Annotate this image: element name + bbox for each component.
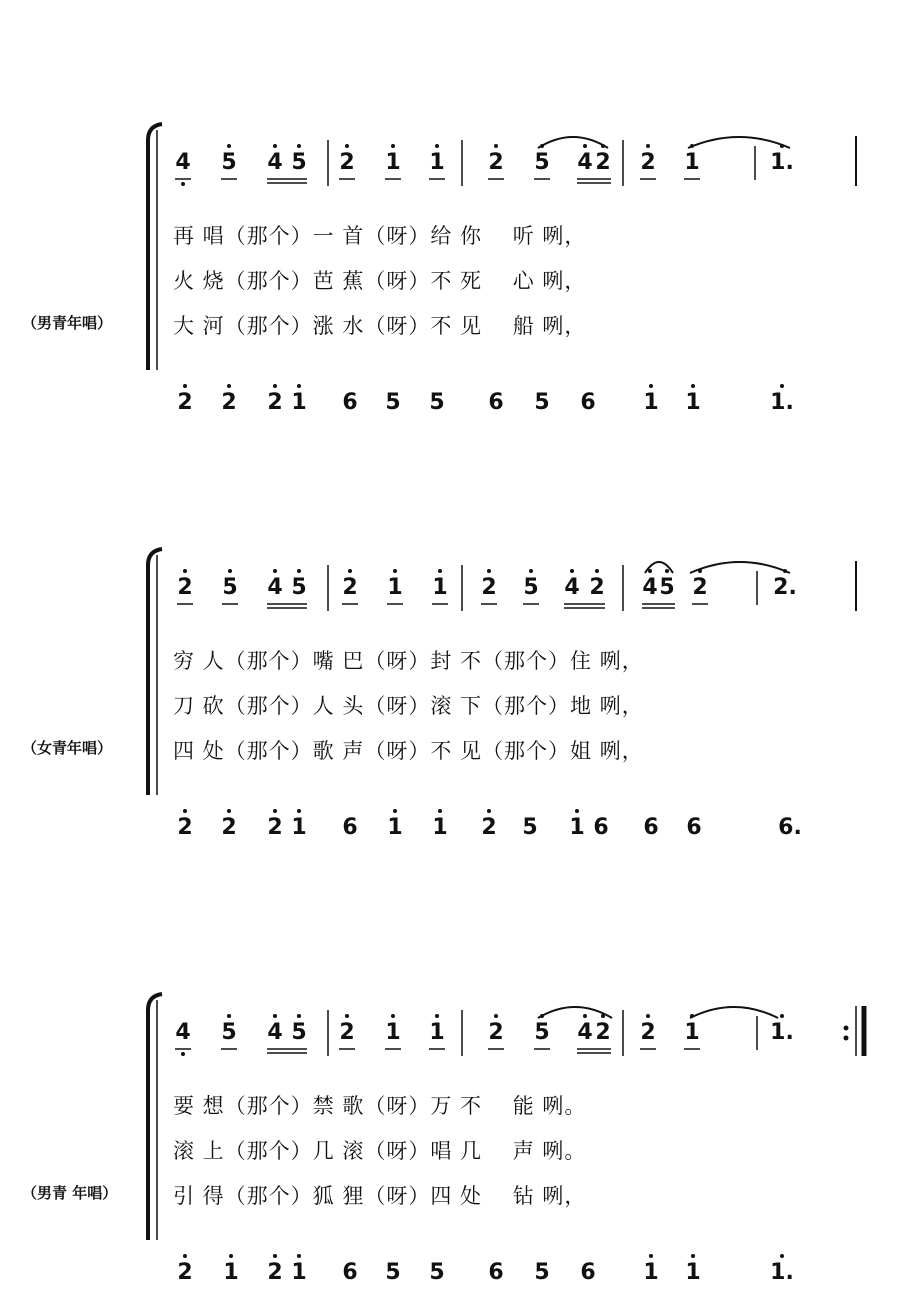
- jianpu-note: 1: [685, 390, 701, 415]
- octave-dot-above: [297, 1254, 301, 1258]
- jianpu-note: 5: [221, 1020, 237, 1045]
- jianpu-note: 2.: [773, 575, 797, 600]
- octave-dot-above: [273, 144, 277, 148]
- octave-dot-above: [348, 569, 352, 573]
- lyric-line: 引 得（那个）狐 狸（呀）四 处 钻 咧，: [173, 1184, 587, 1208]
- octave-dot-above: [601, 1014, 605, 1018]
- octave-dot-above: [690, 1014, 694, 1018]
- jianpu-note: 4: [564, 575, 580, 600]
- octave-dot-above: [228, 569, 232, 573]
- octave-dot-above: [297, 1014, 301, 1018]
- octave-dot-above: [227, 1014, 231, 1018]
- octave-dot-above: [391, 1014, 395, 1018]
- jianpu-note: 2: [640, 1020, 656, 1045]
- jianpu-note: 1: [291, 1260, 307, 1285]
- octave-dot-above: [649, 1254, 653, 1258]
- part-label: （女青年唱）: [22, 739, 113, 757]
- octave-dot-above: [780, 384, 784, 388]
- jianpu-note: 2: [267, 390, 283, 415]
- octave-dot-above: [183, 384, 187, 388]
- lyric-line: 穷 人（那个）嘴 巴（呀）封 不（那个）住 咧，: [173, 649, 644, 673]
- jianpu-note: 5: [534, 1020, 550, 1045]
- jianpu-note: 4: [577, 150, 593, 175]
- jianpu-note: 2: [177, 1260, 193, 1285]
- jianpu-note: 2: [488, 150, 504, 175]
- slur: [688, 137, 790, 148]
- jianpu-note: 1.: [770, 1020, 794, 1045]
- octave-dot-above: [297, 144, 301, 148]
- octave-dot-below: [181, 182, 185, 186]
- octave-dot-above: [570, 569, 574, 573]
- jianpu-note: 4: [175, 1020, 191, 1045]
- jianpu-note: 6: [342, 390, 358, 415]
- jianpu-note: 1: [429, 1020, 445, 1045]
- octave-dot-above: [273, 1014, 277, 1018]
- octave-dot-above: [297, 569, 301, 573]
- repeat-dot: [844, 1026, 849, 1031]
- octave-dot-above: [391, 144, 395, 148]
- jianpu-note: 2: [177, 815, 193, 840]
- jianpu-note: 5: [523, 575, 539, 600]
- jianpu-note: 4: [175, 150, 191, 175]
- octave-dot-above: [494, 1014, 498, 1018]
- jianpu-note: 5: [534, 1260, 550, 1285]
- octave-dot-above: [780, 1014, 784, 1018]
- jianpu-note: 5: [534, 150, 550, 175]
- jianpu-note: 6: [580, 1260, 596, 1285]
- octave-dot-above: [691, 384, 695, 388]
- jianpu-note: 2: [221, 815, 237, 840]
- octave-dot-above: [273, 1254, 277, 1258]
- octave-dot-above: [183, 809, 187, 813]
- lyric-line: 火 烧（那个）芭 蕉（呀）不 死 心 咧，: [173, 269, 587, 293]
- octave-dot-above: [690, 144, 694, 148]
- lyric-line: 再 唱（那个）一 首（呀）给 你 听 咧，: [173, 224, 587, 248]
- jianpu-note: 4: [267, 1020, 283, 1045]
- jianpu-note: 2: [640, 150, 656, 175]
- score-system: [0, 60, 900, 415]
- octave-dot-above: [665, 569, 669, 573]
- jianpu-note: 1: [569, 815, 585, 840]
- octave-dot-above: [540, 144, 544, 148]
- octave-dot-above: [487, 569, 491, 573]
- jianpu-note: 2: [481, 575, 497, 600]
- jianpu-note: 6: [342, 1260, 358, 1285]
- jianpu-note: 6: [643, 815, 659, 840]
- octave-dot-above: [435, 1014, 439, 1018]
- octave-dot-above: [487, 809, 491, 813]
- system-bracket: [148, 124, 162, 370]
- jianpu-note: 2: [267, 815, 283, 840]
- jianpu-note: 2: [692, 575, 708, 600]
- part-label: （男青年唱）: [22, 314, 113, 332]
- octave-dot-above: [393, 809, 397, 813]
- jianpu-note: 2: [488, 1020, 504, 1045]
- octave-dot-above: [393, 569, 397, 573]
- jianpu-note: 5: [659, 575, 675, 600]
- system-bracket: [148, 994, 162, 1240]
- jianpu-note: 6.: [778, 815, 802, 840]
- lyric-line: 滚 上（那个）几 滚（呀）唱 几 声 咧。: [173, 1139, 587, 1163]
- repeat-dot: [844, 1036, 849, 1041]
- slur: [690, 1007, 778, 1018]
- octave-dot-above: [783, 569, 787, 573]
- octave-dot-above: [438, 809, 442, 813]
- score-system: [0, 930, 900, 1285]
- octave-dot-above: [649, 384, 653, 388]
- octave-dot-above: [297, 809, 301, 813]
- lyric-line: 四 处（那个）歌 声（呀）不 见（那个）姐 咧，: [173, 739, 644, 763]
- jianpu-note: 1: [385, 150, 401, 175]
- jianpu-note: 1: [685, 1260, 701, 1285]
- jianpu-note: 1: [385, 1020, 401, 1045]
- jianpu-note: 5: [222, 575, 238, 600]
- jianpu-note: 6: [488, 1260, 504, 1285]
- octave-dot-above: [229, 1254, 233, 1258]
- jianpu-note: 5: [291, 150, 307, 175]
- octave-dot-below: [181, 1052, 185, 1056]
- slur: [690, 562, 790, 573]
- octave-dot-above: [583, 144, 587, 148]
- octave-dot-above: [575, 809, 579, 813]
- jianpu-note: 5: [291, 575, 307, 600]
- jianpu-note: 5: [385, 1260, 401, 1285]
- jianpu-note: 6: [580, 390, 596, 415]
- jianpu-note: 2: [589, 575, 605, 600]
- jianpu-note: 6: [488, 390, 504, 415]
- jianpu-note: 1: [643, 1260, 659, 1285]
- octave-dot-above: [529, 569, 533, 573]
- jianpu-note: 1: [429, 150, 445, 175]
- jianpu-note: 1: [291, 390, 307, 415]
- octave-dot-above: [583, 1014, 587, 1018]
- jianpu-note: 6: [593, 815, 609, 840]
- jianpu-note: 5: [429, 1260, 445, 1285]
- jianpu-note: 2: [595, 1020, 611, 1045]
- octave-dot-above: [345, 1014, 349, 1018]
- octave-dot-above: [494, 144, 498, 148]
- octave-dot-above: [273, 809, 277, 813]
- jianpu-note: 5: [291, 1020, 307, 1045]
- jianpu-note: 1.: [770, 1260, 794, 1285]
- octave-dot-above: [227, 144, 231, 148]
- octave-dot-above: [540, 1014, 544, 1018]
- jianpu-note: 2: [177, 575, 193, 600]
- jianpu-note: 5: [221, 150, 237, 175]
- jianpu-note: 2: [177, 390, 193, 415]
- jianpu-note: 6: [342, 815, 358, 840]
- octave-dot-above: [595, 569, 599, 573]
- octave-dot-above: [183, 1254, 187, 1258]
- octave-dot-above: [273, 384, 277, 388]
- system-bracket: [148, 549, 162, 795]
- octave-dot-above: [297, 384, 301, 388]
- jianpu-note: 2: [267, 1260, 283, 1285]
- jianpu-note: 4: [642, 575, 658, 600]
- octave-dot-above: [438, 569, 442, 573]
- jianpu-note: 1: [432, 575, 448, 600]
- octave-dot-above: [780, 144, 784, 148]
- jianpu-note: 1: [684, 1020, 700, 1045]
- jianpu-note: 5: [385, 390, 401, 415]
- octave-dot-above: [646, 1014, 650, 1018]
- jianpu-note: 2: [339, 150, 355, 175]
- jianpu-note: 2: [481, 815, 497, 840]
- octave-dot-above: [646, 144, 650, 148]
- octave-dot-above: [227, 384, 231, 388]
- jianpu-note: 2: [595, 150, 611, 175]
- jianpu-note: 6: [686, 815, 702, 840]
- octave-dot-above: [183, 569, 187, 573]
- jianpu-note: 1: [291, 815, 307, 840]
- jianpu-note: 4: [267, 150, 283, 175]
- octave-dot-above: [227, 809, 231, 813]
- jianpu-note: 2: [221, 390, 237, 415]
- jianpu-note: 2: [339, 1020, 355, 1045]
- octave-dot-above: [273, 569, 277, 573]
- jianpu-note: 1: [684, 150, 700, 175]
- jianpu-note: 2: [342, 575, 358, 600]
- jianpu-note: 1: [223, 1260, 239, 1285]
- lyric-line: 大 河（那个）涨 水（呀）不 见 船 咧，: [173, 314, 587, 338]
- jianpu-note: 5: [522, 815, 538, 840]
- jianpu-note: 5: [534, 390, 550, 415]
- part-label: （男青 年唱）: [22, 1184, 118, 1202]
- jianpu-note: 4: [577, 1020, 593, 1045]
- jianpu-note: 1.: [770, 390, 794, 415]
- jianpu-note: 1: [432, 815, 448, 840]
- octave-dot-above: [691, 1254, 695, 1258]
- jianpu-note: 4: [267, 575, 283, 600]
- slur: [538, 137, 608, 148]
- jianpu-note: 1: [387, 815, 403, 840]
- octave-dot-above: [345, 144, 349, 148]
- octave-dot-above: [601, 144, 605, 148]
- lyric-line: 刀 砍（那个）人 头（呀）滚 下（那个）地 咧，: [173, 694, 644, 718]
- jianpu-note: 5: [429, 390, 445, 415]
- jianpu-note: 1.: [770, 150, 794, 175]
- jianpu-note: 1: [643, 390, 659, 415]
- octave-dot-above: [435, 144, 439, 148]
- jianpu-note: 1: [387, 575, 403, 600]
- octave-dot-above: [780, 1254, 784, 1258]
- score-system: [0, 485, 900, 840]
- lyric-line: 要 想（那个）禁 歌（呀）万 不 能 咧。: [173, 1094, 587, 1118]
- octave-dot-above: [648, 569, 652, 573]
- octave-dot-above: [698, 569, 702, 573]
